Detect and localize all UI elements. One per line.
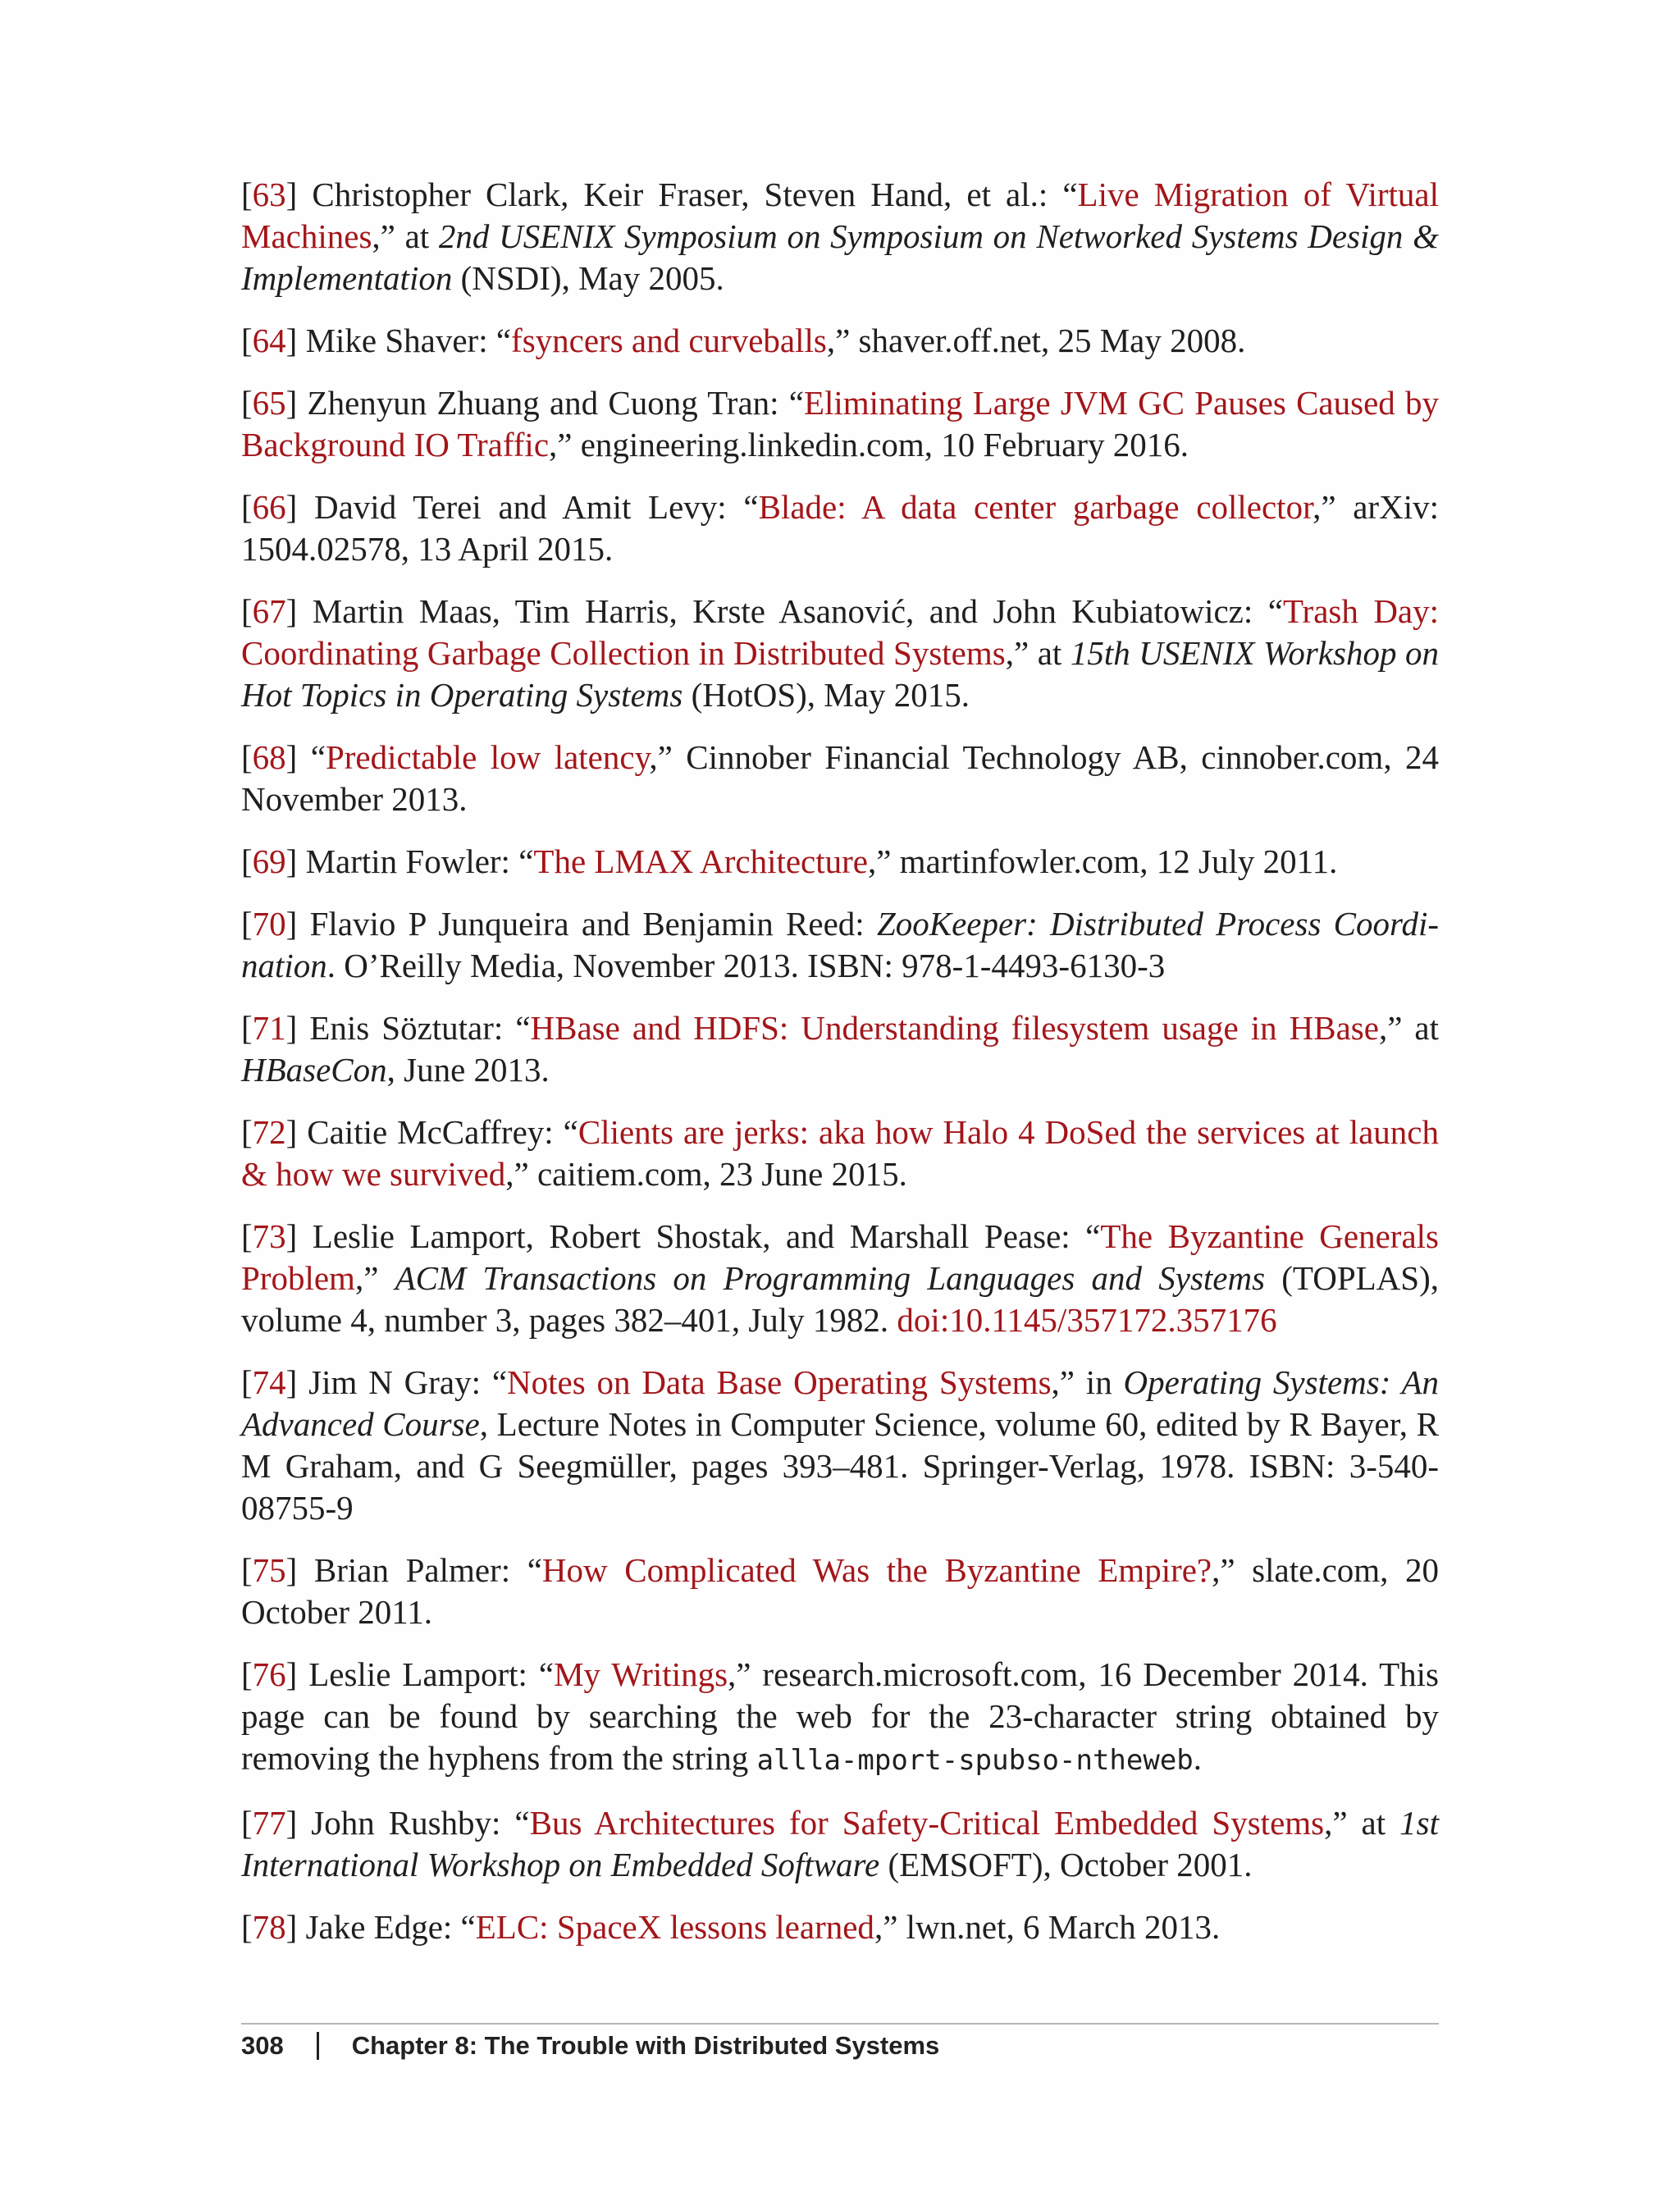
- reference-entry: [241, 737, 1439, 820]
- reference-text: John Rushby: “: [311, 1804, 530, 1842]
- reference-number: [66]: [241, 488, 314, 526]
- reference-entry: [241, 1802, 1439, 1886]
- reference-text: Mike Shaver: “: [305, 322, 512, 359]
- footer-separator: [317, 2032, 319, 2060]
- reference-number: [73]: [241, 1217, 313, 1255]
- reference-text: “: [310, 738, 326, 776]
- reference-number-link[interactable]: 70: [252, 905, 286, 943]
- reference-text: ,” at: [372, 217, 439, 255]
- reference-number-link[interactable]: 67: [252, 592, 286, 630]
- reference-link[interactable]: Live Migration of Virtual Machines: [241, 176, 1439, 255]
- reference-entry: [241, 591, 1439, 716]
- reference-text: Caitie McCaffrey: “: [307, 1113, 578, 1151]
- reference-number-link[interactable]: 65: [252, 384, 286, 422]
- publication-venue: 15th USENIX Workshop on Hot Topics in Operating Systems: [241, 634, 1439, 714]
- reference-text: (EMSOFT), October 2001.: [879, 1846, 1253, 1883]
- reference-number: [75]: [241, 1551, 314, 1589]
- reference-entry: [241, 174, 1439, 299]
- reference-link[interactable]: My Writings: [554, 1655, 728, 1693]
- reference-text: ,” research.microsoft.com, 16 December 2014. This page can be found by searching the web for the 23-character string obtained by removing the hyphens from the string: [241, 1655, 1440, 1777]
- reference-number-link[interactable]: 66: [252, 488, 286, 526]
- reference-text: Jim N Gray: “: [308, 1363, 508, 1401]
- reference-entry: [241, 1216, 1439, 1341]
- reference-text: ,” Cinnober Financial Technology AB, cinnober.com, 24 November 2013.: [241, 738, 1439, 818]
- reference-number: [78]: [241, 1908, 306, 1946]
- reference-text: ,” martinfowler.com, 12 July 2011.: [867, 842, 1338, 880]
- publication-venue: ACM Transactions on Programming Languages and Systems: [395, 1259, 1266, 1297]
- reference-link[interactable]: Trash Day: Coordinating Garbage Collection in Distributed Systems: [241, 592, 1440, 672]
- reference-text: (HotOS), May 2015.: [682, 676, 970, 714]
- reference-entry: [241, 1007, 1439, 1091]
- footer-divider: [241, 2023, 1439, 2025]
- reference-text: ,” lwn.net, 6 March 2013.: [874, 1908, 1221, 1946]
- page-number: 308: [241, 2031, 284, 2060]
- reference-link[interactable]: Clients are jerks: aka how Halo 4 DoSed the services at launch & how we survived: [241, 1113, 1440, 1193]
- reference-text: ,” at: [1005, 634, 1071, 672]
- reference-link[interactable]: The Byzantine Generals Problem: [241, 1217, 1439, 1297]
- reference-number-link[interactable]: 75: [252, 1551, 286, 1589]
- reference-link[interactable]: Bus Architectures for Safety-Critical Embedded Systems: [529, 1804, 1325, 1842]
- reference-text: ,” arXiv: 1504.02578, 13 April 2015.: [241, 488, 1439, 568]
- reference-text: Flavio P Junqueira and Benjamin Reed:: [309, 905, 877, 943]
- reference-number-link[interactable]: 63: [252, 176, 286, 213]
- reference-number-link[interactable]: 74: [252, 1363, 286, 1401]
- reference-entry: [241, 382, 1439, 466]
- reference-link[interactable]: Predictable low latency: [325, 738, 650, 776]
- reference-number: [68]: [241, 738, 311, 776]
- reference-text: (NSDI), May 2005.: [452, 259, 724, 297]
- reference-entry: [241, 1362, 1439, 1529]
- reference-entry: [241, 320, 1439, 362]
- reference-number-link[interactable]: 71: [252, 1009, 286, 1047]
- reference-number-link[interactable]: 78: [252, 1908, 286, 1946]
- reference-text: .: [1193, 1739, 1203, 1777]
- reference-text: ,” shaver.off.net, 25 May 2008.: [826, 322, 1246, 359]
- reference-text: Martin Fowler: “: [305, 842, 534, 880]
- reference-text: ,” at: [1324, 1804, 1400, 1842]
- reference-link[interactable]: HBase and HDFS: Understanding filesystem usage in HBase: [530, 1009, 1379, 1047]
- reference-list: [241, 174, 1439, 1969]
- reference-text: ,”: [354, 1259, 395, 1297]
- reference-number: [77]: [241, 1804, 312, 1842]
- reference-entry: [241, 1112, 1439, 1195]
- reference-text: (TOPLAS), volume 4, number 3, pages 382–401, July 1982.: [241, 1259, 1439, 1339]
- reference-text: ,” caitiem.com, 23 June 2015.: [505, 1155, 907, 1193]
- reference-text: , June 2013.: [386, 1051, 550, 1089]
- reference-number: [71]: [241, 1009, 310, 1047]
- reference-link[interactable]: Blade: A data center garbage collector: [758, 488, 1313, 526]
- reference-text: ,” engineering.linkedin.com, 10 February 2016.: [549, 426, 1189, 463]
- publication-venue: HBaseCon: [241, 1051, 387, 1089]
- reference-text: Martin Maas, Tim Harris, Krste Asanović, and John Kubiatowicz: “: [312, 592, 1283, 630]
- reference-text: Christopher Clark, Keir Fraser, Steven Hand, et al.: “: [312, 176, 1078, 213]
- reference-number: [63]: [241, 176, 313, 213]
- reference-number: [67]: [241, 592, 313, 630]
- reference-number: [74]: [241, 1363, 309, 1401]
- reference-text: Enis Söztutar: “: [309, 1009, 531, 1047]
- reference-number: [65]: [241, 384, 308, 422]
- reference-text: Leslie Lamport, Robert Shostak, and Marshall Pease: “: [312, 1217, 1101, 1255]
- reference-text: . O’Reilly Media, November 2013. ISBN: 978-1-4493-6130-3: [326, 947, 1166, 984]
- reference-link[interactable]: How Complicated Was the Byzantine Empire?: [541, 1551, 1212, 1589]
- reference-link[interactable]: The LMAX Architecture: [533, 842, 868, 880]
- reference-entry: [241, 1906, 1439, 1948]
- publication-venue: Operating Systems: An Advanced Course: [241, 1363, 1439, 1443]
- reference-number-link[interactable]: 76: [252, 1655, 286, 1693]
- reference-entry: [241, 486, 1439, 570]
- reference-number-link[interactable]: 64: [252, 322, 286, 359]
- page-footer: [241, 2031, 939, 2061]
- reference-link[interactable]: Notes on Data Base Operating Systems: [507, 1363, 1052, 1401]
- reference-text: ,” at: [1378, 1009, 1440, 1047]
- reference-text: Leslie Lamport: “: [308, 1655, 555, 1693]
- reference-number-link[interactable]: 77: [252, 1804, 286, 1842]
- reference-text: ,” in: [1051, 1363, 1124, 1401]
- code-string: allla-mport-spubso-ntheweb: [756, 1744, 1194, 1777]
- reference-text: ,” slate.com, 20 October 2011.: [241, 1551, 1440, 1631]
- reference-number-link[interactable]: 72: [252, 1113, 286, 1151]
- reference-link[interactable]: doi:10.1145/357172.357176: [897, 1301, 1277, 1339]
- reference-number: [69]: [241, 842, 306, 880]
- chapter-title: Chapter 8: The Trouble with Distributed Systems: [351, 2031, 940, 2060]
- reference-number-link[interactable]: 68: [252, 738, 286, 776]
- reference-number: [70]: [241, 905, 310, 943]
- publication-venue: 2nd USENIX Symposium on Symposium on Networked Systems Design & Implementation: [241, 217, 1439, 297]
- reference-text: Jake Edge: “: [305, 1908, 476, 1946]
- publication-venue: 1st International Workshop on Embedded Software: [241, 1804, 1439, 1883]
- reference-number-link[interactable]: 69: [252, 842, 286, 880]
- reference-text: Zhenyun Zhuang and Cuong Tran: “: [307, 384, 804, 422]
- reference-text: Brian Palmer: “: [313, 1551, 542, 1589]
- reference-number: [76]: [241, 1655, 309, 1693]
- reference-entry: [241, 1550, 1439, 1633]
- publication-venue: ZooKeeper: Distributed Process Coordination: [241, 905, 1439, 984]
- reference-number: [72]: [241, 1113, 308, 1151]
- reference-text: David Terei and Amit Levy: “: [314, 488, 759, 526]
- reference-link[interactable]: ELC: SpaceX lessons learned: [475, 1908, 874, 1946]
- reference-entry: [241, 903, 1439, 987]
- reference-number: [64]: [241, 322, 306, 359]
- reference-link[interactable]: fsyncers and curveballs: [511, 322, 827, 359]
- reference-text: , Lecture Notes in Computer Science, volume 60, edited by R Bayer, R M Graham, and G Seegmüller, pages 393–481. Springer-Verlag, 1978. ISBN: 3-540-08755-9: [241, 1405, 1440, 1527]
- reference-number-link[interactable]: 73: [252, 1217, 286, 1255]
- reference-entry: [241, 841, 1439, 883]
- reference-link[interactable]: Eliminating Large JVM GC Pauses Caused by Background IO Traffic: [241, 384, 1439, 463]
- reference-entry: [241, 1654, 1439, 1782]
